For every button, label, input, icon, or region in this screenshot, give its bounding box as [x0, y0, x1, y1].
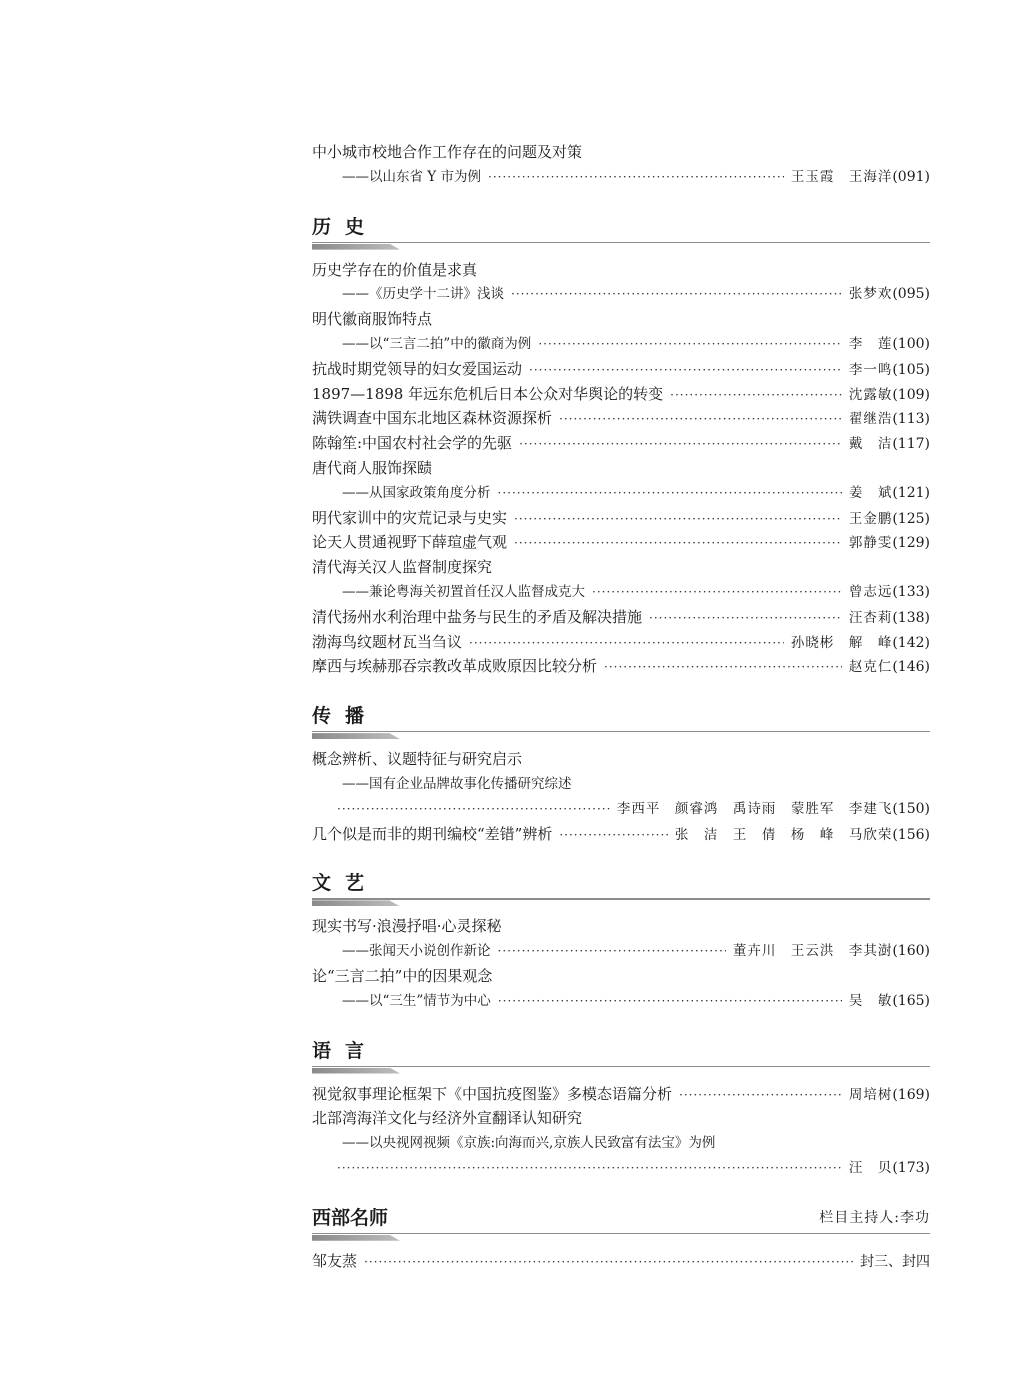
section-rule [312, 242, 930, 250]
entry-title-line [312, 555, 930, 580]
section-title: 西部名师 [312, 1206, 389, 1229]
entry-authors: 张梦欢 [848, 286, 893, 303]
section-header [312, 206, 930, 242]
entry-page: (138) [892, 609, 930, 626]
entry-page: (105) [892, 361, 930, 378]
toc-entry [312, 654, 930, 679]
toc-entry [312, 357, 930, 382]
rule-line [312, 731, 930, 732]
entry-page: (121) [892, 484, 930, 501]
toc-entry [312, 964, 930, 1014]
entry-authors: 汪杏莉 [848, 609, 893, 626]
entry-page: (117) [892, 436, 930, 453]
entry-subtitle: ——国有企业品牌故事化传播研究综述 [342, 775, 572, 792]
entry-title: 抗战时期党领导的妇女爱国运动 [312, 359, 523, 378]
entry-subtitle-line [312, 481, 930, 506]
rule-bar [312, 244, 400, 250]
toc-section [312, 862, 930, 1013]
dot-leader [498, 989, 842, 1014]
entry-authors: 董卉川 王云洪 李其澍 [732, 943, 893, 960]
dot-leader [538, 332, 842, 357]
entry-authors: 李一鸣 [848, 361, 893, 378]
entry-title-line [312, 964, 930, 989]
entry-title-line [312, 382, 930, 407]
entry-title: 论天人贯通视野下薛瑄虚气观 [312, 533, 508, 552]
entry-page: (173) [892, 1159, 930, 1176]
entry-page: 封三、封四 [860, 1253, 930, 1270]
entry-subtitle: ——以“三生”情节为中心 [342, 992, 491, 1009]
entry-page: (091) [892, 168, 930, 185]
entry-title: 几个似是而非的期刊编校“差错”辨析 [312, 824, 553, 843]
entry-subtitle-line [312, 1131, 930, 1156]
entry-page: (142) [892, 634, 930, 651]
dot-leader [679, 1083, 842, 1108]
entry-title-line [312, 357, 930, 382]
entry-title-line [312, 506, 930, 531]
entry-title-line [312, 630, 930, 655]
toc-section [312, 206, 930, 680]
entry-title-line [312, 654, 930, 679]
entry-authors: 吴 敏 [848, 992, 893, 1009]
toc-entry [312, 1106, 930, 1180]
entry-subtitle: ——张闻天小说创作新论 [342, 943, 491, 960]
entry-title-line [312, 1249, 930, 1274]
section-header [312, 862, 930, 898]
entry-title-line [312, 914, 930, 939]
rule-bar [312, 1068, 400, 1074]
entry-authors: 姜 斌 [848, 484, 893, 501]
entry-title-line [312, 140, 930, 165]
entry-title: 唐代商人服饰探赜 [312, 458, 433, 477]
dot-leader [511, 282, 842, 307]
entry-authors: 沈露敏 [848, 386, 893, 403]
entry-title-line [312, 406, 930, 431]
section-rule [312, 731, 930, 739]
toc-entry [312, 1249, 930, 1274]
toc-entry [312, 1082, 930, 1107]
entry-page: (109) [892, 386, 930, 403]
entry-title-line [312, 258, 930, 283]
dot-leader [337, 797, 610, 822]
entry-page: (100) [892, 335, 930, 352]
section-header [312, 695, 930, 731]
entry-page: (125) [892, 510, 930, 527]
rule-line [312, 898, 930, 899]
toc-entry [312, 406, 930, 431]
section-title: 语言 [312, 1039, 379, 1062]
entry-subtitle-line [312, 989, 930, 1014]
table-of-contents [312, 140, 930, 1280]
toc-entry [312, 822, 930, 847]
entry-subtitle-line [312, 165, 930, 190]
toc-entry [312, 914, 930, 964]
dot-leader [529, 358, 842, 383]
entry-title-line [312, 1082, 930, 1107]
section-rule [312, 898, 930, 906]
dot-leader [519, 432, 842, 457]
entry-title-line [312, 431, 930, 456]
toc-entry [312, 140, 930, 190]
entry-title-line [312, 456, 930, 481]
section-title: 传播 [312, 705, 379, 728]
entry-title: 清代扬州水利治理中盐务与民生的矛盾及解决措施 [312, 607, 643, 626]
entry-authors: 汪 贝 [848, 1159, 893, 1176]
entry-title-line [312, 530, 930, 555]
dot-leader [514, 507, 842, 532]
entry-title-line [312, 747, 930, 772]
entry-authors: 张 洁 王 倩 杨 峰 马欣荣 [674, 826, 893, 843]
rule-line [312, 242, 930, 243]
entry-title: 1897—1898 年远东危机后日本公众对华舆论的转变 [312, 384, 664, 403]
entry-authors: 李西平 颜睿鸿 禹诗雨 蒙胜军 李建飞 [616, 800, 893, 817]
section-header [312, 1030, 930, 1066]
rule-line [312, 1066, 930, 1067]
entry-page: (165) [892, 992, 930, 1009]
dot-leader [469, 631, 784, 656]
section-rule [312, 1066, 930, 1074]
entry-title-line [312, 822, 930, 847]
entry-page: (160) [892, 943, 930, 960]
dot-leader [559, 823, 668, 848]
toc-entry [312, 258, 930, 308]
dot-leader [514, 531, 842, 556]
entry-title: 清代海关汉人监督制度探究 [312, 558, 493, 577]
entry-title: 历史学存在的价值是求真 [312, 260, 478, 279]
entry-authors: 孙晓彬 解 峰 [790, 634, 893, 651]
entry-authors: 翟继浩 [848, 411, 893, 428]
entry-title: 满铁调查中国东北地区森林资源探析 [312, 409, 553, 428]
entry-authors: 赵克仁 [848, 659, 893, 676]
entry-authors-line [312, 1156, 930, 1181]
entry-authors: 王金鹏 [848, 510, 893, 527]
section-title: 历史 [312, 215, 379, 238]
dot-leader [364, 1250, 853, 1275]
entry-title: 现实书写·浪漫抒唱·心灵探秘 [312, 917, 502, 936]
toc-entry [312, 431, 930, 456]
entry-title: 明代徽商服饰特点 [312, 310, 433, 329]
entry-subtitle: ——以“三言二拍”中的徽商为例 [342, 335, 532, 352]
toc-entry [312, 630, 930, 655]
toc-section [312, 1030, 930, 1181]
entry-title: 明代家训中的灾荒记录与史实 [312, 508, 508, 527]
entry-authors: 曾志远 [848, 583, 893, 600]
entry-title: 概念辨析、议题特征与研究启示 [312, 750, 523, 769]
dot-leader [649, 606, 842, 631]
entry-subtitle: ——从国家政策角度分析 [342, 484, 491, 501]
toc-entry [312, 307, 930, 357]
entry-subtitle-line [312, 939, 930, 964]
entry-subtitle: ——兼论粤海关初置首任汉人监督成克大 [342, 583, 585, 600]
dot-leader [670, 383, 842, 408]
rule-bar [312, 733, 400, 739]
section-title: 文艺 [312, 872, 379, 895]
dot-leader [559, 407, 842, 432]
entry-subtitle: ——《历史学十二讲》浅谈 [342, 286, 504, 303]
dot-leader [498, 481, 842, 506]
toc-entry [312, 747, 930, 821]
entry-title: 渤海鸟纹题材瓦当刍议 [312, 632, 463, 651]
toc-entry [312, 530, 930, 555]
column-host: 栏目主持人:李功 [819, 1209, 930, 1226]
dot-leader [592, 580, 842, 605]
entry-authors: 郭静雯 [848, 535, 893, 552]
entry-title: 论“三言二拍”中的因果观念 [312, 966, 493, 985]
entry-page: (095) [892, 286, 930, 303]
entry-page: (146) [892, 659, 930, 676]
entry-title: 陈翰笙:中国农村社会学的先驱 [312, 434, 513, 453]
entry-subtitle: ——以山东省 Y 市为例 [342, 168, 481, 185]
entry-subtitle: ——以央视网视频《京族:向海而兴,京族人民致富有法宝》为例 [342, 1135, 716, 1152]
entry-authors-line [312, 797, 930, 822]
entry-page: (133) [892, 583, 930, 600]
entry-title-line [312, 605, 930, 630]
entry-title: 视觉叙事理论框架下《中国抗疫图鉴》多模态语篇分析 [312, 1084, 673, 1103]
dot-leader [337, 1156, 842, 1181]
dot-leader [498, 939, 726, 964]
toc-entry [312, 456, 930, 506]
entry-page: (156) [892, 826, 930, 843]
section-rule [312, 1233, 930, 1241]
rule-bar [312, 1235, 400, 1241]
section-header [312, 1197, 930, 1233]
rule-line [312, 1233, 930, 1234]
toc-entry [312, 605, 930, 630]
entry-page: (129) [892, 535, 930, 552]
toc-section [312, 695, 930, 846]
dot-leader [488, 165, 784, 190]
entry-page: (113) [892, 411, 930, 428]
toc-section [312, 140, 930, 190]
entry-subtitle-line [312, 772, 930, 797]
entry-title: 北部湾海洋文化与经济外宣翻译认知研究 [312, 1109, 583, 1128]
entry-subtitle-line [312, 580, 930, 605]
entry-subtitle-line [312, 332, 930, 357]
entry-title: 邹友蒸 [312, 1251, 358, 1270]
dot-leader [604, 655, 842, 680]
entry-title: 摩西与埃赫那吞宗教改革成败原因比较分析 [312, 657, 598, 676]
entry-authors: 戴 洁 [848, 436, 893, 453]
entry-authors: 李 莲 [848, 335, 893, 352]
toc-entry [312, 555, 930, 605]
entry-authors: 王玉霞 王海洋 [790, 168, 893, 185]
entry-authors: 周培树 [848, 1086, 893, 1103]
rule-bar [312, 900, 400, 906]
entry-title: 中小城市校地合作工作存在的问题及对策 [312, 143, 583, 161]
toc-entry [312, 382, 930, 407]
entry-subtitle-line [312, 282, 930, 307]
entry-page: (150) [892, 800, 930, 817]
entry-page: (169) [892, 1086, 930, 1103]
entry-title-line [312, 1106, 930, 1131]
toc-section [312, 1197, 930, 1274]
toc-entry [312, 506, 930, 531]
entry-title-line [312, 307, 930, 332]
